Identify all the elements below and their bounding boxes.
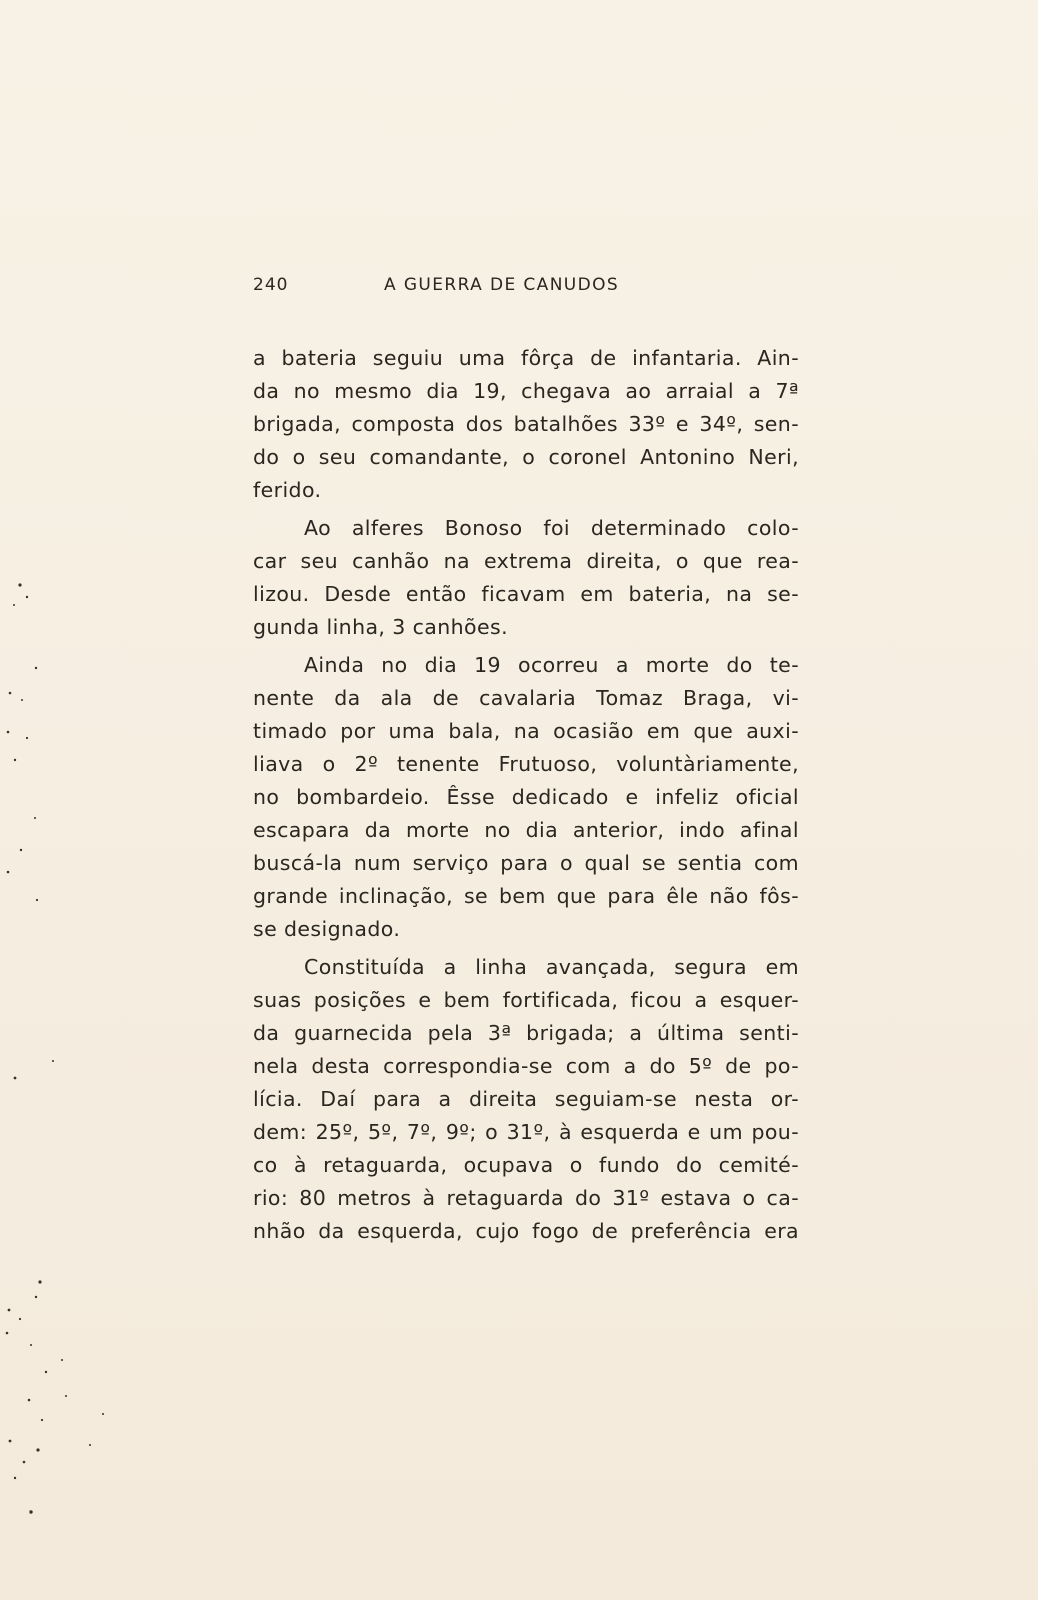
text-line: da no mesmo dia 19, chegava ao arraial a 7ª (253, 379, 799, 403)
body-text (253, 342, 799, 1248)
text-line: grande inclinação, se bem que para êle não fôs- (253, 884, 799, 908)
text-line: escapara da morte no dia anterior, indo afinal (253, 818, 799, 842)
paragraph-2 (253, 512, 799, 644)
text-line: liava o 2º tenente Frutuoso, voluntàriamente, (253, 752, 799, 776)
text-line: se designado. (253, 917, 401, 941)
text-line: lícia. Daí para a direita seguiam-se nesta or- (253, 1087, 799, 1111)
text-line: Ao alferes Bonoso foi determinado colo- (304, 516, 799, 540)
running-title: A GUERRA DE CANUDOS (384, 275, 620, 295)
text-line: ferido. (253, 478, 322, 502)
paragraph-4 (253, 951, 799, 1248)
text-line: da guarnecida pela 3ª brigada; a última senti- (253, 1021, 799, 1045)
paragraph-1 (253, 342, 799, 507)
text-line: car seu canhão na extrema direita, o que rea- (253, 549, 799, 573)
text-line: nhão da esquerda, cujo fogo de preferência era (253, 1219, 799, 1243)
text-line: co à retaguarda, ocupava o fundo do cemité- (253, 1153, 799, 1177)
text-line: timado por uma bala, na ocasião em que auxi- (253, 719, 799, 743)
text-line: no bombardeio. Êsse dedicado e infeliz oficial (253, 785, 799, 809)
text-line: Ainda no dia 19 ocorreu a morte do te- (304, 653, 799, 677)
paragraph-3 (253, 649, 799, 946)
text-line: nela desta correspondia-se com a do 5º de po- (253, 1054, 799, 1078)
running-header (253, 275, 813, 305)
text-line: do o seu comandante, o coronel Antonino Neri, (253, 445, 799, 469)
text-line: lizou. Desde então ficavam em bateria, na se- (253, 582, 799, 606)
page-number: 240 (253, 275, 289, 295)
text-line: dem: 25º, 5º, 7º, 9º; o 31º, à esquerda e um pou- (253, 1120, 799, 1144)
text-line: buscá-la num serviço para o qual se sentia com (253, 851, 799, 875)
text-line: Constituída a linha avançada, segura em (304, 955, 799, 979)
text-line: rio: 80 metros à retaguarda do 31º estava o ca- (253, 1186, 799, 1210)
text-line: nente da ala de cavalaria Tomaz Braga, vi- (253, 686, 799, 710)
text-line: suas posições e bem fortificada, ficou a esquer- (253, 988, 799, 1012)
text-line: gunda linha, 3 canhões. (253, 615, 508, 639)
text-line: a bateria seguiu uma fôrça de infantaria. Ain- (253, 346, 799, 370)
text-line: brigada, composta dos batalhões 33º e 34º, sen- (253, 412, 799, 436)
